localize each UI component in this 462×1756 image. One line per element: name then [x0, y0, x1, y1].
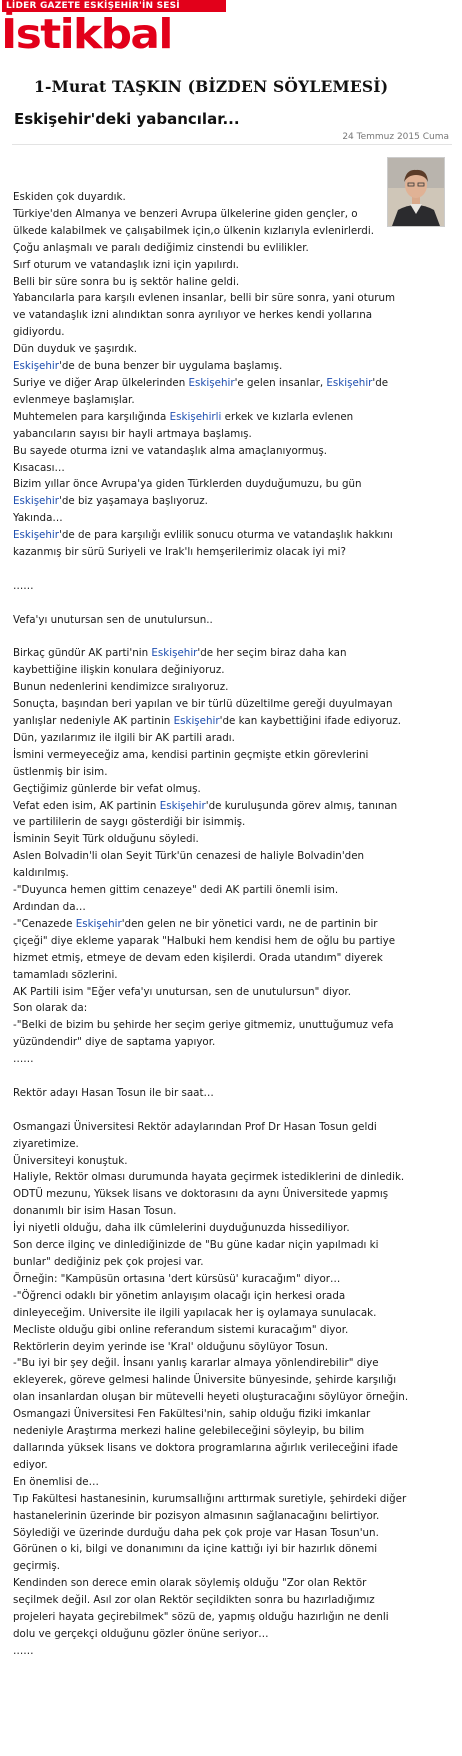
article-line: Eskişehir'de biz yaşamaya başlıyoruz. [13, 495, 208, 508]
article-line: nedeniyle Araştırma merkezi haline gelebileceğini söyleyip, bu bilim [13, 1425, 365, 1438]
article-line: Kısacası… [13, 461, 65, 474]
city-link[interactable]: Eskişehir [188, 376, 235, 389]
article-line: Son olarak da: [13, 1002, 88, 1015]
article-line: …… [13, 1644, 34, 1657]
article-line: Eskişehir'de de buna benzer bir uygulama başlamış. [13, 360, 283, 373]
article-line: kaldırılmış. [13, 867, 69, 880]
logo-wordmark: İstikbal [1, 10, 172, 58]
article-line: -"Bu iyi bir şey değil. İnsanı yanlış kararlar almaya yönlendirebilir" diye [13, 1357, 379, 1370]
article-line: kaybettiğine ilişkin konulara değiniyoruz. [13, 664, 225, 677]
article-line: ve partililerin de saygı gösterdiği bir isimmiş. [13, 816, 246, 829]
logo-tagline: LİDER GAZETE ESKİŞEHİR'İN SESİ [2, 0, 226, 12]
article-line: Eskiden çok duyardık. [13, 191, 126, 203]
article-line: -"Cenazede Eskişehir'den gelen ne bir yönetici vardı, ne de partinin bir [13, 917, 378, 930]
article-line: hizmet etmiş, etmeye de devam eden kişilerdi. Orada utandım" diyerek [13, 951, 383, 964]
article-line: Mecliste olduğu gibi online referandum sistemi kuracağım" diyor. [13, 1323, 349, 1336]
city-link[interactable]: Eskişehir [75, 917, 122, 930]
article-line: Birkaç gündür AK parti'nin Eskişehir'de her seçim biraz daha kan [13, 647, 347, 660]
article-line: ekleyerek, göreve gelmesi halinde Üniversite bünyesinde, şehirde karşılığı [13, 1374, 397, 1387]
article-line: geçirmiş. [13, 1560, 60, 1573]
article-line: ediyor. [13, 1458, 48, 1471]
article-line: Osmangazi Üniversitesi Fen Fakültesi'nin, sahip olduğu fiziki imkanlar [13, 1408, 371, 1421]
article-line: Geçtiğimiz günlerde bir vefat olmuş. [13, 782, 201, 795]
city-link[interactable]: Eskişehirli [169, 410, 222, 423]
city-link[interactable]: Eskişehir [13, 495, 60, 508]
article-line: dallarında yüksek lisans ve doktora programlarına ağırlık verileceğini ifade [13, 1441, 399, 1454]
article-line: hastanelerinin üzerinde bir pozisyon almasının sağlanacağını belirtiyor. [13, 1509, 380, 1522]
newspaper-logo[interactable] [0, 0, 230, 58]
article-line: yanlışlar nedeniyle AK partinin Eskişehir'de kan kaybettiğini ifade ediyoruz. [13, 715, 402, 728]
article-line: İyi niyetli olduğu, daha ilk cümlelerini duyduğunuzda hissediliyor. [13, 1222, 350, 1235]
article-line: ve vatandaşlık izni alındıktan sonra ayrılıyor ve herkes kendi yollarına [13, 309, 373, 322]
article-line [13, 561, 449, 578]
article-line: kazanmış bir sürü Suriyeli ve Irak'lı hemşerilerimiz olacak iyi mi? [13, 546, 347, 559]
article-line: Aslen Bolvadin'li olan Seyit Türk'ün cenazesi de haliyle Bolvadin'den [13, 850, 365, 863]
city-link[interactable]: Eskişehir [13, 529, 60, 542]
article-line [13, 629, 449, 646]
article-line: …… [13, 1053, 34, 1066]
article-line: dinleyeceğim. Universite ile ilgili yapılacak her iş oylamaya sunulacak. [13, 1306, 377, 1319]
article-line: Ardından da… [13, 901, 86, 914]
article-line: Üniversiteyi konuştuk. [13, 1154, 128, 1167]
article-line: Dün duyduk ve şaşırdık. [13, 343, 137, 356]
article-line: Örneğin: "Kampüsün ortasına 'dert kürsüsü' kuracağım" diyor… [13, 1272, 341, 1285]
article-line: Eskişehir'de de para karşılığı evlilik sonucu oturma ve vatandaşlık hakkını [13, 529, 393, 542]
article-line: İsminin Seyit Türk olduğunu söyledi. [13, 833, 199, 846]
city-link[interactable]: Eskişehir [326, 376, 373, 389]
article-line: Söylediği ve üzerinde durduğu daha pek çok proje var Hasan Tosun'un. [13, 1526, 379, 1539]
article-line: Bunun nedenlerini kendimizce sıralıyoruz. [13, 681, 229, 694]
article-headline[interactable]: Eskişehir'deki yabancılar... [14, 110, 240, 128]
header-divider [12, 144, 452, 145]
city-link[interactable]: Eskişehir [173, 715, 220, 728]
article-line: Tıp Fakültesi hastanesinin, kurumsallığını arttırmak suretiyle, şehirdeki diğer [13, 1492, 407, 1505]
article-line: ODTÜ mezunu, Yüksek lisans ve doktorasını da aynı Üniversitede yapmış [13, 1188, 389, 1201]
article-line: Vefat eden isim, AK partinin Eskişehir'de kuruluşunda görev almış, tanınan [13, 799, 398, 812]
article-line: Suriye ve diğer Arap ülkelerinden Eskişehir'e gelen insanlar, Eskişehir'de [13, 376, 389, 389]
city-link[interactable]: Eskişehir [151, 647, 198, 660]
article-line: Sonuçta, başından beri yapılan ve bir türlü düzeltilme gereği duyulmayan [13, 698, 393, 711]
article-line: Bu sayede oturma izni ve vatandaşlık alma amaçlanıyormuş. [13, 444, 328, 457]
article-line: ziyaretimize. [13, 1137, 79, 1150]
article-line: donanımlı bir isim Hasan Tosun. [13, 1205, 177, 1218]
article-line: Türkiye'den Almanya ve benzeri Avrupa ülkelerine giden gençler, o [13, 207, 358, 220]
article-line: gidiyordu. [13, 326, 65, 339]
article-line: Bizim yıllar önce Avrupa'ya giden Türklerden duyduğumuzu, bu gün [13, 478, 362, 491]
article-line: evlenmeye başlamışlar. [13, 393, 135, 406]
article-line: -"Duyunca hemen gittim cenazeye" dedi AK partili önemli isim. [13, 884, 339, 897]
article-line: Kendinden son derece emin olarak söylemiş olduğu "Zor olan Rektör [13, 1577, 367, 1590]
article-line: yüzündendir" diye de saptama yapıyor. [13, 1036, 216, 1049]
article-line: -"Belki de bizim bu şehirde her seçim geriye gitmemiz, unuttuğumuz vefa [13, 1019, 394, 1032]
article-line [13, 1068, 449, 1085]
article-line: Rektörlerin deyim yerinde ise 'Kral' olduğunu söylüyor Tosun. [13, 1340, 329, 1353]
article-line: projeleri hayata geçirebilmek" sözü de, yapmış olduğu hazırlığın ne denli [13, 1611, 389, 1624]
article-line: Haliyle, Rektör olması durumunda hayata geçirmek istediklerini de dinledik. [13, 1171, 405, 1184]
article-line: -"Öğrenci odaklı bir yönetim anlayışım olacağı için herkesi orada [13, 1289, 346, 1302]
article-line: Dün, yazılarımız ile ilgili bir AK partili aradı. [13, 731, 235, 744]
article-line: olan insanlardan oluşan bir mütevelli heyeti oluşturacağını söylüyor örneğin. [13, 1391, 409, 1404]
article-body [13, 189, 449, 1660]
article-line: Çoğu anlaşmalı ve paralı dediğimiz cinstendi bu evlilikler. [13, 241, 309, 254]
article-line: dolu ve gerçekçi olduğunu gözler önüne seriyor… [13, 1627, 269, 1640]
article-line: İsmini vermeyeceğiz ama, kendisi partinin geçmişte etkin görevlerini [13, 748, 369, 761]
article-line: AK Partili isim "Eğer vefa'yı unutursan, sen de unutulursun" diyor. [13, 985, 351, 998]
city-link[interactable]: Eskişehir [159, 799, 206, 812]
article-line: Yakında… [13, 512, 63, 525]
article-line: çiçeği" diye ekleme yaparak "Halbuki hem kendisi hem de oğlu bu partiye [13, 934, 396, 947]
article-line: Vefa'yı unutursan sen de unutulursun.. [13, 613, 213, 626]
article-line: Belli bir süre sonra bu iş sektör haline geldi. [13, 275, 240, 288]
article-line: Görünen o ki, bilgi ve donanımını da içine kattığı iyi bir hazırlık dönemi [13, 1543, 378, 1556]
article-line: Rektör adayı Hasan Tosun ile bir saat… [13, 1086, 214, 1099]
article-line: tamamladı sözlerini. [13, 968, 118, 981]
article-line: seçilmek değil. Asıl zor olan Rektör seçildikten sonra bu hazırladığımız [13, 1594, 375, 1607]
article-line: En önemlisi de… [13, 1475, 99, 1488]
article-line: bunlar" dediğiniz pek çok projesi var. [13, 1256, 204, 1269]
article-line: Osmangazi Üniversitesi Rektör adaylarından Prof Dr Hasan Tosun geldi [13, 1120, 377, 1133]
article-line: …… [13, 579, 34, 592]
article-line [13, 595, 449, 612]
article-line: Sırf oturum ve vatandaşlık izni için yapılırdı. [13, 258, 239, 271]
publish-date: 24 Temmuz 2015 Cuma [342, 132, 449, 142]
article-line: yabancıların sayısı bir hayli artmaya başlamış. [13, 427, 252, 440]
article-line: Son derce ilginç ve dinlediğinizde de "Bu güne kadar niçin yapılmadı ki [13, 1239, 379, 1252]
author-byline: 1-Murat TAŞKIN (BİZDEN SÖYLEMESİ) [34, 77, 389, 96]
article-line: ülkede kalabilmek ve çalışabilmek için,o ülkenin kızlarıyla evlenirlerdi. [13, 224, 374, 237]
article-line: Yabancılarla para karşılı evlenen insanlar, belli bir süre sonra, yani oturum [13, 292, 396, 305]
article-line: Muhtemelen para karşılığında Eskişehirli erkek ve kızlarla evlenen [13, 410, 354, 423]
article-line [13, 1102, 449, 1119]
city-link[interactable]: Eskişehir [13, 360, 60, 373]
article-line: üstlenmiş bir isim. [13, 765, 108, 778]
